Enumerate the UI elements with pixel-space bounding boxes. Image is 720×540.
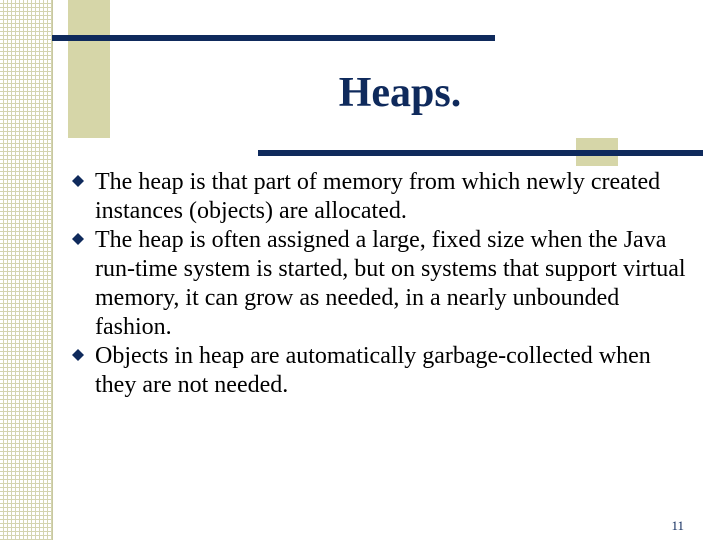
decorative-grid-strip [0, 0, 53, 540]
bullet-list [70, 168, 695, 400]
decorative-box-top [68, 0, 110, 138]
diamond-bullet-icon [72, 349, 84, 361]
diamond-bullet-icon [72, 175, 84, 187]
page-number: 11 [671, 518, 684, 533]
bullet-item [70, 342, 695, 400]
bullet-text: Objects in heap are automatically garbage-collected when they are not needed. [95, 343, 651, 398]
bullet-text: The heap is that part of memory from which newly created instances (objects) are allocated. [95, 169, 661, 224]
bullet-text: The heap is often assigned a large, fixed size when the Java run-time system is started, but on systems that support virtual memory, it can grow as needed, in a nearly unbounded fashion. [95, 227, 686, 340]
bullet-item [70, 168, 695, 226]
diamond-bullet-icon [72, 233, 84, 245]
title-underline-rule [258, 150, 703, 156]
slide-title: Heaps. [338, 70, 462, 116]
top-rule [52, 35, 495, 41]
bullet-item [70, 226, 695, 342]
